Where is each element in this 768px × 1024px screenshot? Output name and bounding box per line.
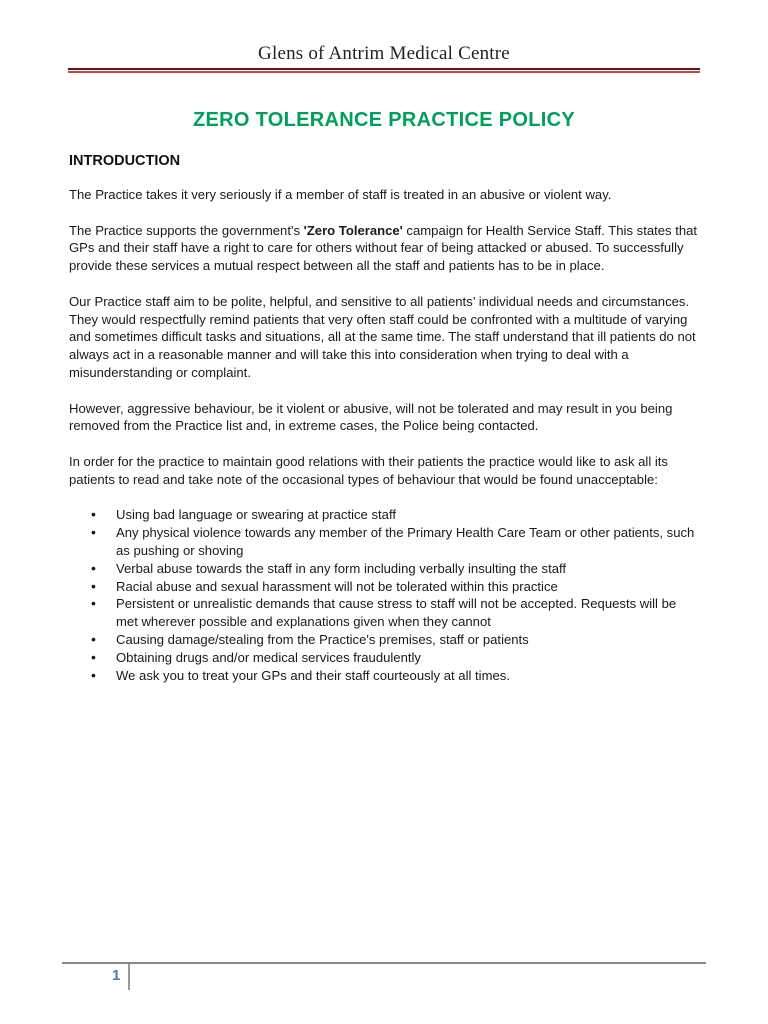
zero-tolerance-emphasis: 'Zero Tolerance' — [303, 222, 403, 238]
section-heading: INTRODUCTION — [69, 153, 181, 169]
header-title: Glens of Antrim Medical Centre — [258, 43, 510, 64]
unacceptable-behaviour-list — [69, 506, 701, 684]
footer-divider — [128, 964, 130, 990]
paragraph: The Practice takes it very seriously if a member of staff is treated in an abusive or violent way. — [69, 187, 612, 202]
paragraph: In order for the practice to maintain good relations with their patients the practice would like to ask all its patients to read and take note of the occasional types of behaviour that would be found unacceptable: — [69, 453, 668, 487]
paragraph — [69, 222, 701, 275]
list-item: • We ask you to treat your GPs and their staff courteously at all times. — [116, 667, 701, 685]
paragraph: However, aggressive behaviour, be it violent or abusive, will not be tolerated and may result in you being removed from the Practice list and, in extreme cases, the Police being contacted. — [69, 400, 673, 434]
list-item: • Using bad language or swearing at practice staff — [116, 506, 701, 524]
list-item: • Any physical violence towards any member of the Primary Health Care Team or other patients, such as pushing or shoving — [116, 524, 701, 560]
header-rule-accent — [68, 71, 700, 73]
list-item: • Verbal abuse towards the staff in any form including verbally insulting the staff — [116, 560, 701, 578]
list-item: • Persistent or unrealistic demands that cause stress to staff will not be accepted. Requests will be met wherever possible and explanations given when they cannot — [116, 595, 701, 631]
header-rule — [68, 68, 700, 70]
document-title: ZERO TOLERANCE PRACTICE POLICY — [193, 109, 575, 131]
document-body — [69, 186, 701, 684]
paragraph-text: The Practice supports the government's — [69, 222, 304, 238]
paragraph-text: campaign for Health Service Staff. This states that GPs and their staff have a right to care for others without fear of being attacked or abused. To successfully provide these services a mutual respect between all the staff and patients has to be in place. — [69, 222, 698, 274]
list-item: • Racial abuse and sexual harassment will not be tolerated within this practice — [116, 578, 701, 596]
paragraph: Our Practice staff aim to be polite, helpful, and sensitive to all patients’ individual needs and circumstances. They would respectfully remind patients that very often staff could be confronted with a multitude of varying and sometimes difficult tasks and situations, all at the same time. The staff understand that ill patients do not always act in a reasonable manner and will take this into consideration when trying to deal with a misunderstanding or complaint. — [69, 293, 696, 380]
list-item: • Causing damage/stealing from the Practice's premises, staff or patients — [116, 631, 701, 649]
footer-rule — [62, 962, 706, 964]
page-number: 1 — [112, 967, 121, 984]
list-item: • Obtaining drugs and/or medical services fraudulently — [116, 649, 701, 667]
